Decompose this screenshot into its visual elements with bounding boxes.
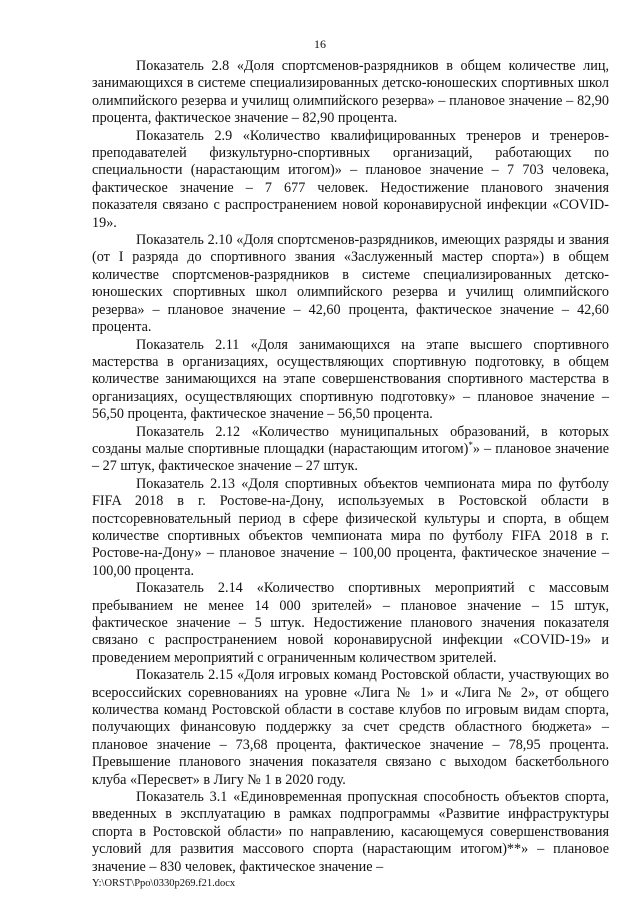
paragraph-indicator-2-10: Показатель 2.10 «Доля спортсменов-разрядников, имеющих разряды и звания (от I разряда до спортивного звания «Заслуженный мастер спорта») в общем количестве спортсменов-разрядников в системе специализированных детско-юношеских спортивных школ олимпийского резерва и училищ олимпийского резерва» – плановое значение – 42,60 процента, фактическое значение – 42,60 процента. [92, 232, 609, 336]
paragraph-indicator-2-14: Показатель 2.14 «Количество спортивных мероприятий с массовым пребыванием не менее 14 000 зрителей» – плановое значение – 15 штук, фактическое значение – 5 штук. Недостижение планового значения показателя связано с распространением новой коронавирусной инфекции «COVID-19» и проведением мероприятий с ограниченным количеством зрителей. [92, 580, 609, 666]
paragraph-indicator-2-11: Показатель 2.11 «Доля занимающихся на этапе высшего спортивного мастерства в организациях, осуществляющих спортивную подготовку, в общем количестве занимающихся на этапе совершенствования спортивного мастерства в организациях, осуществляющих спортивную подготовку» – плановое значение – 56,50 процента, фактическое значение – 56,50 процента. [92, 336, 609, 423]
paragraph-text: » – плановое значение – 27 штук, фактическое значение – 27 штук. [92, 440, 609, 475]
paragraph-indicator-2-15: Показатель 2.15 «Доля игровых команд Ростовской области, участвующих во всероссийских соревнованиях на уровне «Лига № 1» и «Лига № 2», от общего количества команд Ростовской области в составе клубов по игровым видам спорта, получающих финансовую поддержку за счет средств областного бюджета» – плановое значение – 73,68 процента, фактическое значение – 78,95 процента. Превышение планового значения показателя связано с выходом баскетбольного клуба «Пересвет» в Лигу № 1 в 2020 году. [92, 667, 609, 788]
paragraph-indicator-2-12 [92, 424, 609, 476]
page-number: 16 [314, 37, 326, 51]
paragraph-text: Показатель 2.12 «Количество муниципальных образований, в которых созданы малые спортивные площадки (нарастающим итогом) [92, 423, 609, 457]
document-body [92, 58, 609, 876]
file-path-footer: Y:\ORST\Ppo\0330p269.f21.docx [92, 878, 236, 889]
paragraph-indicator-2-13: Показатель 2.13 «Доля спортивных объектов чемпионата мира по футболу FIFA 2018 в г. Ростове-на-Дону, используемых в Ростовской области в постсоревновательный период в сфере физической культуры и спорта, в общем количестве спортивных объектов чемпионата мира по футболу FIFA 2018 в г. Ростове-на-Дону» – плановое значение – 100,00 процента, фактическое значение – 100,00 процента. [92, 475, 609, 579]
footnote-mark: * [468, 439, 473, 450]
paragraph-indicator-2-8: Показатель 2.8 «Доля спортсменов-разрядников в общем количестве лиц, занимающихся в системе специализированных детско-юношеских спортивных школ олимпийского резерва и училищ олимпийского резерва» – плановое значение – 82,90 процента, фактическое значение – 82,90 процента. [92, 58, 609, 127]
paragraph-indicator-3-1: Показатель 3.1 «Единовременная пропускная способность объектов спорта, введенных в эксплуатацию в рамках подпрограммы «Развитие инфраструктуры спорта в Ростовской области» по направлению, касающемуся совершенствования условий для развития массового спорта (нарастающим итогом)**» – плановое значение – 830 человек, фактическое значение – [92, 789, 609, 875]
paragraph-indicator-2-9: Показатель 2.9 «Количество квалифицированных тренеров и тренеров-преподавателей физкультурно-спортивных организаций, работающих по специальности (нарастающим итогом)» – плановое значение – 7 703 человека, фактическое значение – 7 677 человек. Недостижение планового значения показателя связано с распространением новой коронавирусной инфекции «COVID-19». [92, 127, 609, 231]
